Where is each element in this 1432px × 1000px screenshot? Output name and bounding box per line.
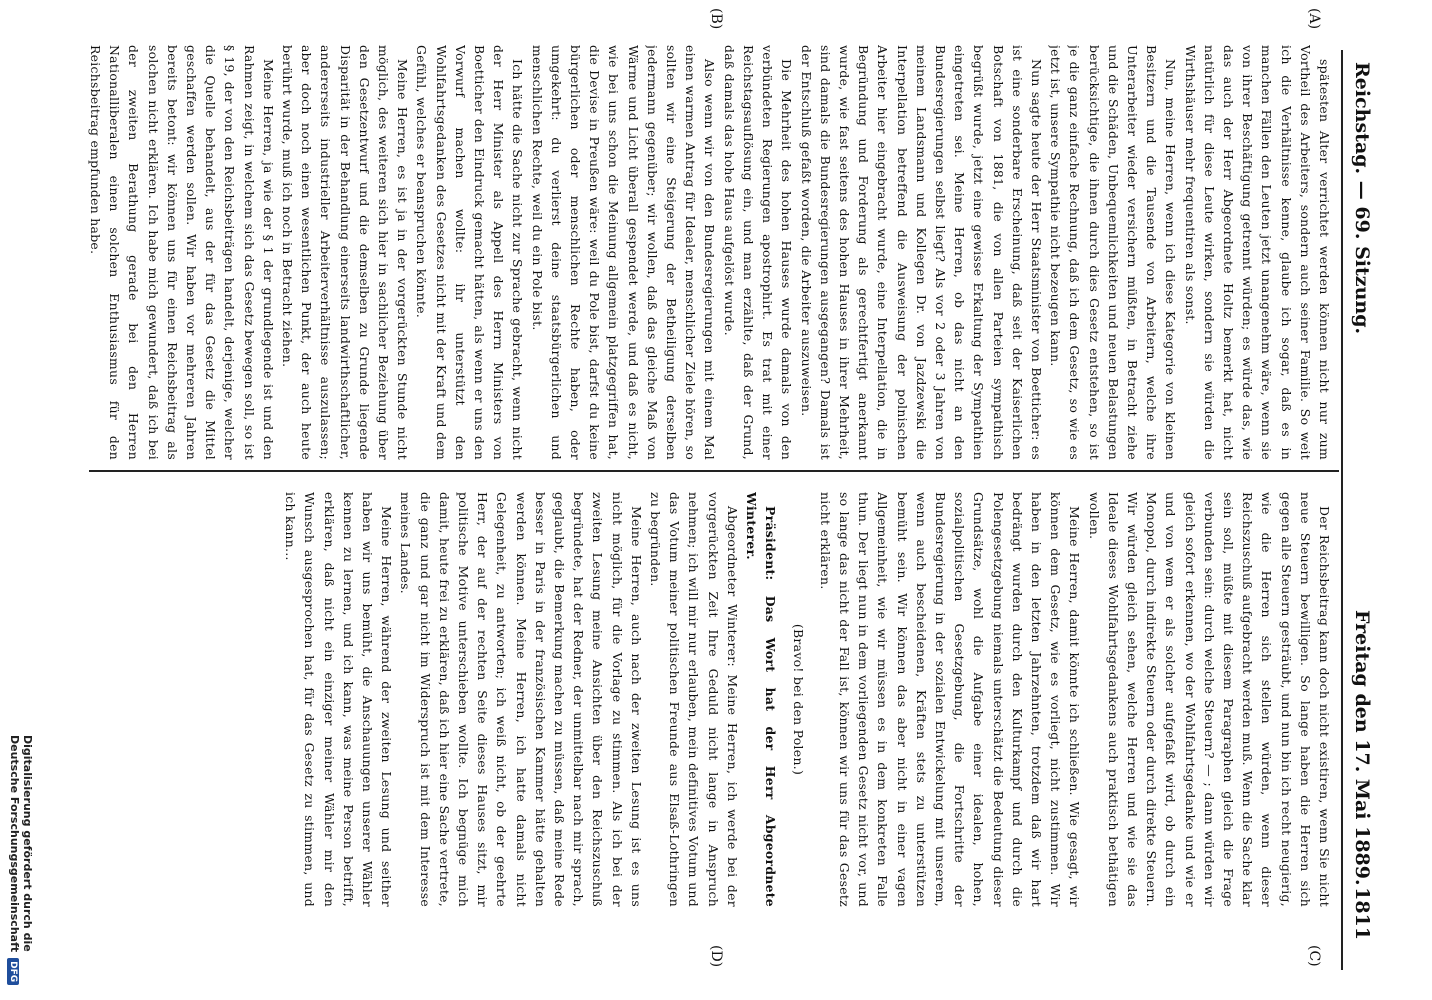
header-page-number: 1811 — [1351, 887, 1373, 940]
paragraph: Ich hätte die Sache nicht zur Sprache gebracht, wenn nicht der Herr Minister als Appell des Herrn Ministers von Boetticher den Eindruck gemacht hätten, als wenn er uns den Vorwurf machen wollte: ihr unterstützt den Wohlfahrtsgedanken des Gesetzes nicht mit der Kraft und dem Gefühl, welches er beanspruchen könnte. — [414, 45, 526, 460]
margin-mark-a: (A) — [1306, 8, 1322, 30]
margin-mark-c: (C) — [1306, 945, 1322, 967]
paragraph: Der Reichsbeitrag kann doch nicht existiren, wenn Sie nicht neue Steuern bewilligen. So lange haben die Herren sich gegen alle Steuern gesträubt, und nun bin ich recht neugierig, wie die Herren sich stellen würden, wenn dieser Reichszuschuß aufgebracht werden muß. Wenn die Sache klar sein soll, müßte mit diesem Paragraphen gleich die Frage verbunden sein: durch welche Steuern? — ; dann würden wir gleich sofort erkennen, wo der Wohlfahrtsgedanke und wie er und von wem er als solcher aufgefaßt wird, ob durch ein Monopol, durch indirekte Steuern oder durch direkte Steuern. Wir würden gleich sehen, welche Herren und wie sie das Ideale dieses Wohlfahrtsgedankens auch praktisch bethätigen wollen. — [1086, 492, 1332, 907]
dfg-logo: DFG — [7, 958, 19, 985]
applause-note: (Bravo! bei den Polen.) — [790, 623, 806, 776]
header-date: Freitag den 17. Mai 1889. — [1351, 610, 1373, 886]
margin-mark-d: (D) — [708, 945, 724, 968]
paragraph: Nun sagte heute der Herr Staatsminister von Boetticher: es ist eine sonderbare Erscheinung, daß seit der Kaiserlichen Botschaft von 1881, die von allen Parteien sympathisch begrüßt wurde, jetzt eine gewisse Erkaltung der Sympathien eingetreten sei. Meine Herren, ob das nicht an den Bundesregierungen selbst liegt? Als vor 2 oder 3 Jahren von meinem Landsmann und Kollegen Dr. von Jazdzewski die Interpellation betreffend die Ausweisung der polnischen Arbeiter hier eingebracht wurde, eine Interpellation, die in Begründung und Forderung als gerechtfertigt anerkannt wurde, wie fast seitens des hohen Hauses in ihrer Mehrheit, sind damals die Bundesregierungen ausgegangen? Damals ist der Entschluß gefaßt worden, die Arbeiter auszuweisen. — [798, 45, 1044, 460]
digitization-credit — [7, 0, 34, 1000]
paragraph: Nun, meine Herren, wenn ich diese Kategorie von kleinen Besitzern und die Tausende von Arbeitern, welche ihre Unterarbeiter wieder versichern müßten, in Betracht ziehe und die Schäden, Unbequemlichkeiten und neuen Belastungen berücksichtige, die ihnen durch dies Gesetz entstehen, so ist je die ganz einfache Rechnung, daß ich dem Gesetz, so wie es jetzt ist, unsere Sympathie nicht bezeugen kann. — [1048, 45, 1179, 460]
page-header — [1341, 50, 1377, 970]
paragraph: Die Mehrheit des hohen Hauses wurde damals von den verbündeten Regierungen apostrophirt. Es trat mit einer Reichstagsauflösung ein, und man erzählte, daß der Grund, daß damals das hohe Haus aufgelöst wurde. — [721, 45, 795, 460]
margin-mark-b: (B) — [708, 8, 724, 30]
right-column — [74, 492, 1334, 907]
paragraph: Meine Herren, auch nach der zweiten Lesung ist es uns nicht möglich, für die Vorlage zu stimmen. Als ich bei der zweiten Lesung meine Ansichten über den Reichszuschuß begründete, hat der Redner, der unmittelbar nach mir sprach, geglaubt, die Bemerkung machen zu müssen, daß meine Rede besser in Paris in der französischen Kammer hätte gehalten werden können. Meine Herren, ich hatte damals nicht Gelegenheit, zu antworten; ich weiß nicht, ob der geehrte Herr, der auf der rechten Seite dieses Hauses sitzt, mir politische Motive unterschieben wollte. Ich begnüge mich damit, heute frei zu erklären, daß ich hier eine Sache vertrete, die ganz und gar nicht im Widerspruch ist mit dem Interesse meines Landes. — [398, 492, 644, 907]
paragraph: spätesten Alter verrichtet werden können nicht nur zum Vortheil des Arbeiters, sondern auch seiner Familie. So weit ich die Verhältnisse kenne, glaube ich sogar, daß es in manchen Fällen den Leuten jetzt unangenehm wäre, wenn sie von ihrer Beschäftigung getrennt würden; es würde das, wie das auch der Herr Abgeordnete Holtz bemerkt hat, nicht natürlich für diese Leute wirken, sondern sie würden die Wirthshäuser mehr frequentiren als sonst. — [1182, 45, 1332, 460]
paragraph: Meine Herren, während der zweiten Lesung und seither haben wir uns bemüht, die Anschauungen unserer Wähler kennen zu lernen, und ich kann, was meine Person betrifft, erklären, daß nicht ein einziger meiner Wähler mir den Wunsch ausgesprochen hat, für das Gesetz zu stimmen, und ich kann... — [283, 492, 395, 907]
paragraph: Meine Herren, ja wie der § 1 der grundlegende ist und den Rahmen zeigt, in welchem sich das Gesetz bewegen soll, so ist § 19, der von den Reichsbeiträgen handelt, derjenige, welcher die Quelle behandelt, aus der für das Gesetz die Mittel geschaffen werden sollen. Wir haben vor mehreren Jahren bereits betont: wir können uns für einen Reichsbeitrag als solchen nicht erklären. Ich habe mich gewundert, daß ich bei der zweiten Berathung gerade bei den Herren Nationalliberalen einen solchen Enthusiasmus für den Reichsbeitrag empfunden habe. — [88, 45, 276, 460]
paragraph: Abgeordneter Winterer: Meine Herren, ich werde bei der vorgerückten Zeit Ihre Geduld nicht lange in Anspruch nehmen; ich will mir nur erlauben, mein definitives Votum und das Votum meiner politischen Freunde aus Elsaß-Lothringen zu begründen. — [648, 492, 740, 907]
credit-text: Digitalisierung gefördert durch die Deutsche Forschungsgemeinschaft — [8, 735, 34, 953]
header-session: Reichstag. — 69. Sitzung. — [1351, 62, 1373, 335]
president-statement: Präsident: Das Wort hat der Herr Abgeordnete Winterer. — [744, 492, 779, 907]
paragraph: Meine Herren, es ist ja in der vorgerückten Stunde nicht möglich, des weiteren sich hier in sachlicher Beziehung über den Gesetzentwurf und die demselben zu Grunde liegende Disparität in der Behandlung einerseits landwirthschaftlicher, andererseits industrieller Arbeiterverhältnisse auszulassen; aber doch noch einen wesentlichen Punkt, der auch heute berührt wurde, muß ich noch in Betracht ziehen. — [280, 45, 411, 460]
left-column — [74, 45, 1334, 460]
paragraph: Also wenn wir von den Bundesregierungen mit einem Mal einen warmen Antrag für Idealer, menschlicher Ziele hören, so sollten wir eine Steigerung der Betheiligung derselben jedermann gegenüber; wir wollen, daß das gleiche Maß von Wärme und Licht überall gespendet werde, und daß es nicht, wie bei uns schon die Meinung allgemein platzgegriffen hat, die Devise in Preußen wäre: weil du Pole bist, darfst du keine bürgerlichen oder menschlichen Rechte haben, oder umgekehrt: du verlierst deine staatsbürgerlichen und menschlichen Rechte, weil du ein Pole bist. — [529, 45, 718, 460]
paragraph: Meine Herren, damit könnte ich schließen. Wie gesagt, wir können dem Gesetz, wie es vorliegt, nicht zustimmen. Wir haben in den letzten Jahrzehnten, trotzdem daß wir hart bedrängt wurden durch den Kulturkampf und durch die Polengesetzgebung niemals unterschätzt die Bedeutung dieser Grundsätze, wohl die Aufgabe einer idealen, hohen, sozialpolitischen Gesetzgebung, die Fortschritte der Bundesregierung in der sozialen Entwickelung mit unserem, wenn auch bescheidenen, Kräften stets zu unterstützen bemüht sein. Wir können das aber nicht in einer vagen Allgemeinheit, wie wir müssen es in dem konkreten Falle thun. Der liegt nun in dem vorliegenden Gesetz nicht vor, und so lange das nicht der Fall ist, können wir uns für das Gesetz nicht erklären. — [817, 492, 1083, 907]
column-divider — [89, 470, 1339, 472]
